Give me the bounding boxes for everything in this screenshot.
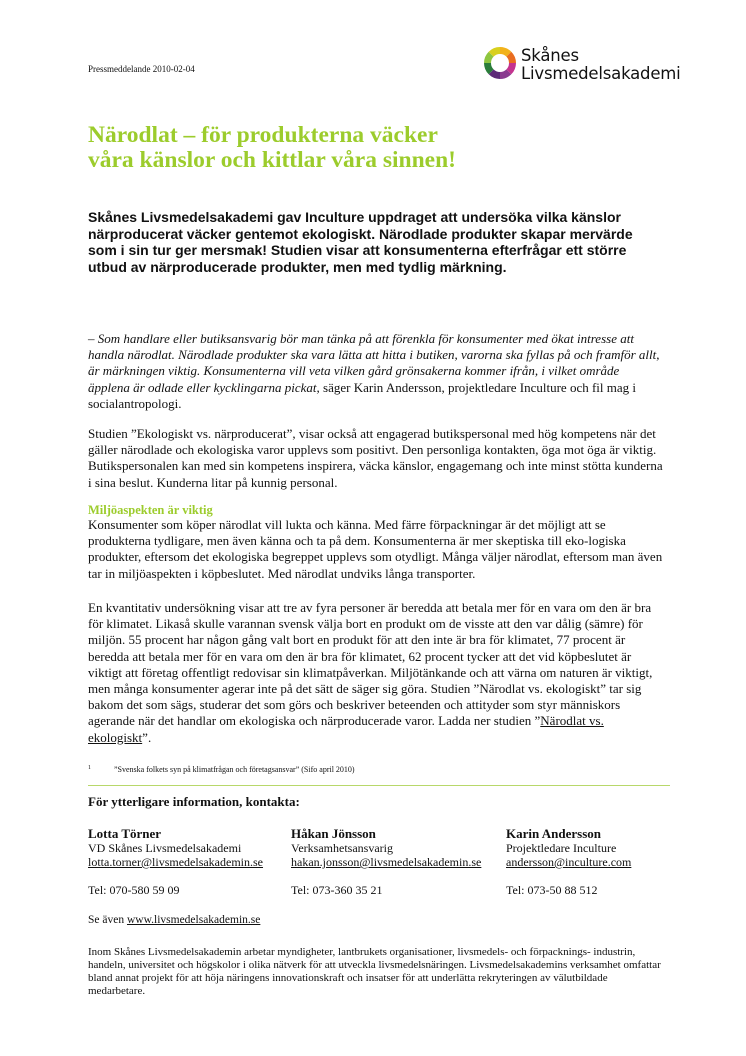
contact-role: Projektledare Inculture bbox=[506, 841, 617, 855]
logo-line-2: Livsmedelsakademi bbox=[521, 64, 681, 83]
divider bbox=[88, 785, 670, 786]
contact-phone: Tel: 070-580 59 09 bbox=[88, 883, 180, 897]
logo-line-1: Skånes bbox=[521, 46, 579, 65]
contact-name: Karin Andersson bbox=[506, 826, 601, 841]
flower-ring-logo-icon bbox=[483, 45, 517, 81]
contact-name: Lotta Törner bbox=[88, 826, 162, 841]
about-paragraph: Inom Skånes Livsmedelsakademin arbetar myndigheter, lantbrukets organisationer, livsmedels- och förpacknings- industrin, handeln, universitet och högskolor i olika nätverk för att utveckla livsmedelsnäringen. Livsmedelsakademins verksamhet omfattar bland annat projekt för att höja näringens innovationskraft och insatser för att underlätta rekryteringen av välutbildade medarbetare. bbox=[88, 946, 661, 997]
study-paragraph: Studien ”Ekologiskt vs. närproducerat”, visar också att engagerad butikspersonal med hög kompetens när det gäller närodlade och ekologiska varor upplevs som positivt. Den personliga kontakten, öga mot öga är viktig. Butikspersonalen kan med sin kompetens inspirera, väcka känslor, engagemang och inte minst stötta kunderna i sina beslut. Kunderna litar på kunnig personal. bbox=[88, 426, 663, 490]
see-also bbox=[88, 914, 260, 926]
website-link[interactable]: www.livsmedelsakademin.se bbox=[126, 914, 261, 926]
contact-phone: Tel: 073-360 35 21 bbox=[291, 883, 383, 897]
organization-logo[interactable] bbox=[483, 45, 681, 87]
quote-paragraph bbox=[88, 331, 663, 412]
contact-name: Håkan Jönsson bbox=[291, 826, 376, 841]
press-date: Pressmeddelande 2010-02-04 bbox=[88, 64, 195, 74]
contact-email-link[interactable]: lotta.torner@livsmedelsakademin.se bbox=[88, 855, 264, 869]
headline-line-1: Närodlat – för produkterna väcker bbox=[88, 122, 438, 148]
contact-role: Verksamhetsansvarig bbox=[291, 841, 393, 855]
lead-paragraph: Skånes Livsmedelsakademi gav Inculture uppdraget att undersöka vilka känslor närproducerat väcker gentemot ekologiskt. Närodlade produkter skapar mervärde som i sin tur ger mersmak! Studien visar att konsumenterna efterfrågar ett större utbud av närproducerade produkter, men med tydlig märkning. bbox=[88, 209, 633, 275]
contact-email-link[interactable]: hakan.jonsson@livsmedelsakademin.se bbox=[291, 855, 482, 869]
contact-card bbox=[291, 826, 482, 897]
survey-text: En kvantitativ undersökning visar att tre av fyra personer är beredda att betala mer för en vara om den är bra för klimatet. Likaså skulle varannan svensk välja bort en produkt om de visste att den var dålig (sämre) för miljön. 55 procent har någon gång valt bort en produkt för att den inte är bra för klimatet, 77 procent är beredda att betala mer för en vara om den är bra för klimatet, 62 procent tycker att det vid köpbeslutet är viktigt att företag offentligt redovisar sin klimatpåverkan. Miljötänkande och att värna om naturen är viktigt, men många konsumenter agerar inte på det sätt de säger sig göra. Studien ”Närodlat vs. ekologiskt” tar sig bakom det som sägs, studerar det som görs och beskriver beteenden och attityder som styr människors agerande när det handlar om ekologiska och närproducerade varor. Ladda ner studien ” bbox=[88, 600, 653, 729]
see-also-prefix: Se även bbox=[88, 914, 127, 926]
headline bbox=[88, 123, 648, 173]
environment-paragraph: Konsumenter som köper närodlat vill lukta och känna. Med färre förpackningar är det möjligt att se produkterna tydligare, men även känna och ta på dem. Konsumenterna är mer skeptiska till eko-logiska produkter, eftersom det ekologiska begreppet upplevs som otydligt. Många väljer närodlat, eftersom man även tar in miljöaspekten i köpbeslutet. Med närodlat undviks långa transporter. bbox=[88, 517, 663, 581]
contact-phone: Tel: 073-50 88 512 bbox=[506, 883, 598, 897]
contact-email-link[interactable]: andersson@inculture.com bbox=[506, 855, 632, 869]
logo-wordmark bbox=[521, 47, 681, 83]
quote-text: – Som handlare eller butiksansvarig bör man tänka på att förenkla för konsumenter med ökat intresse att handla närodlat. Närodlade produkter ska vara lätta att hitta i butiken, varorna ska fyllas på och framför allt, är märkningen viktig. Konsumenterna vill veta vilken gård grönsakerna kommer ifrån, i vilket område äpplena är odlade eller kycklingarna pickat, bbox=[88, 331, 660, 395]
quote-attribution: säger Karin Andersson, projektledare Inculture och fil mag i socialantropologi. bbox=[88, 379, 637, 411]
footnote-number: 1 bbox=[88, 765, 91, 771]
footnote-text: ”Svenska folkets syn på klimatfrågan och företagsansvar” (Sifo april 2010) bbox=[114, 765, 355, 774]
headline-line-2: våra känslor och kittlar våra sinnen! bbox=[88, 147, 456, 173]
section-heading: Miljöaspekten är viktig bbox=[88, 503, 213, 517]
study-download-link[interactable]: Närodlat vs. ekologiskt bbox=[88, 713, 604, 745]
contact-card bbox=[88, 826, 264, 897]
footnote bbox=[88, 765, 355, 774]
survey-tail: ”. bbox=[142, 729, 152, 745]
contact-heading: För ytterligare information, kontakta: bbox=[88, 794, 300, 809]
survey-paragraph bbox=[88, 600, 663, 746]
contact-card bbox=[506, 826, 632, 897]
contact-role: VD Skånes Livsmedelsakademi bbox=[88, 841, 242, 855]
